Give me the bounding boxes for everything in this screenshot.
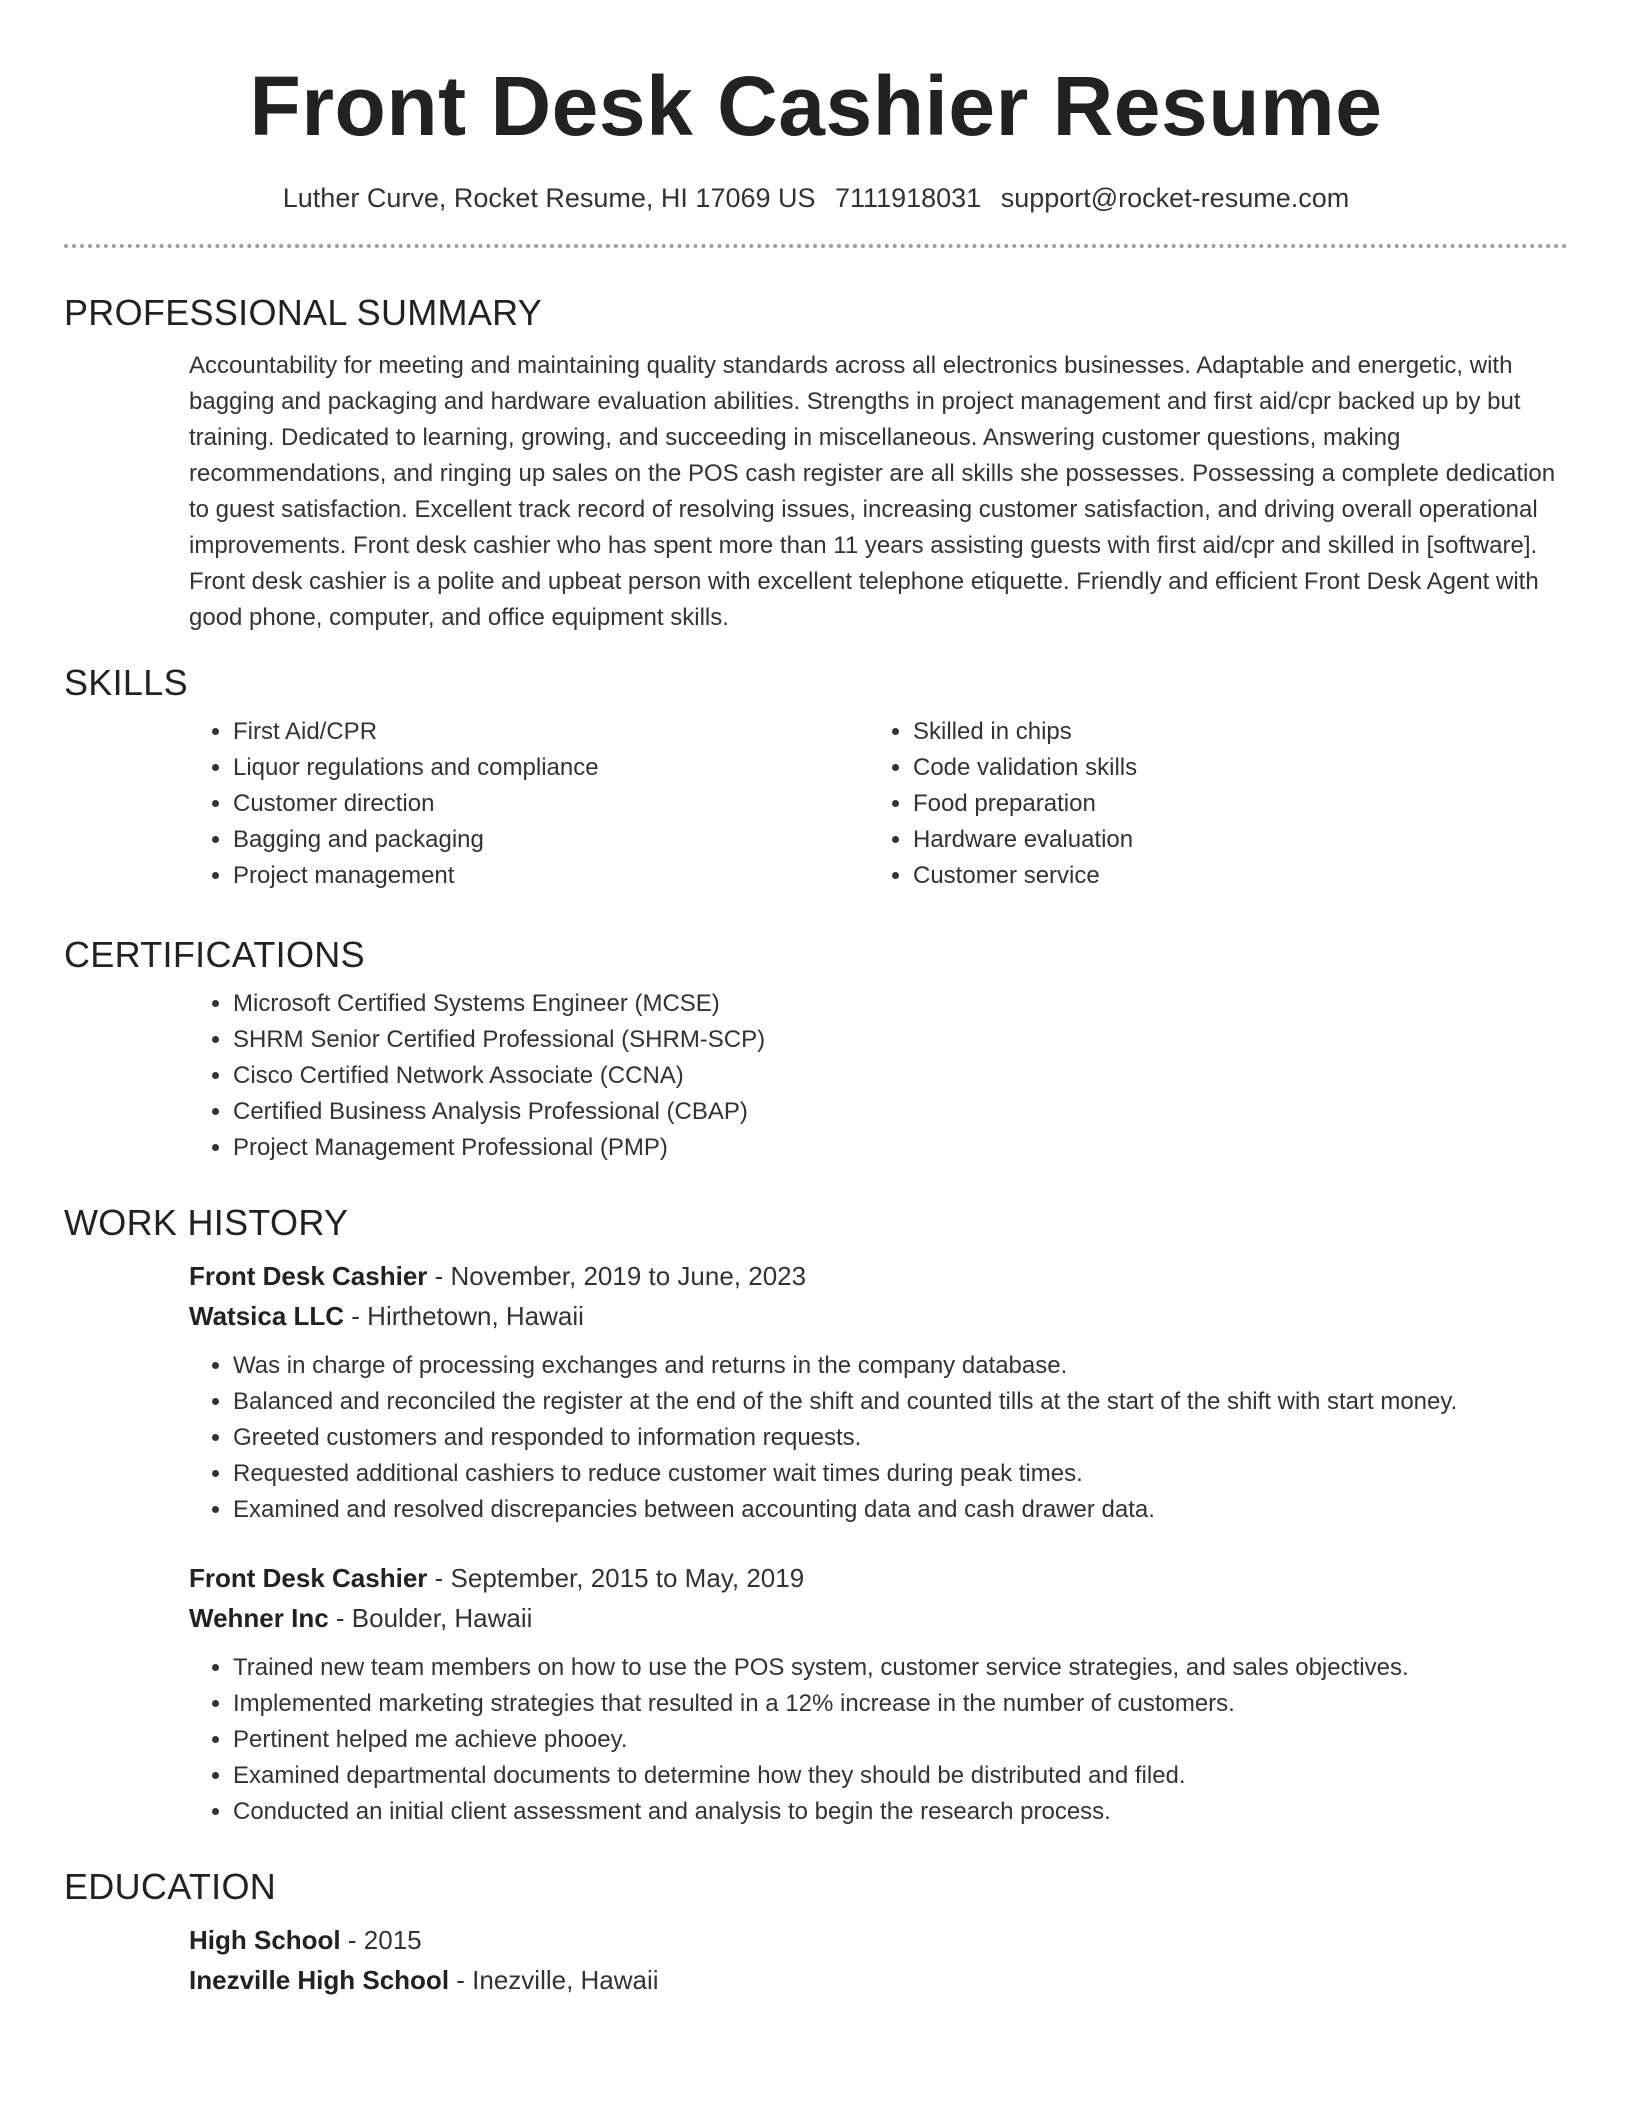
job-title-line xyxy=(189,1256,1568,1296)
job-bullet: • Conducted an initial client assessment and analysis to begin the research process. xyxy=(233,1794,1568,1830)
skill-item: • First Aid/CPR xyxy=(233,714,869,750)
job-company: Watsica LLC xyxy=(189,1300,345,1331)
job-entry xyxy=(189,1558,1568,1638)
job-bullet: • Balanced and reconciled the register at the end of the shift and counted tills at the start of the shift with start money. xyxy=(233,1384,1568,1420)
job-title: Front Desk Cashier xyxy=(189,1562,428,1593)
certification-item: • SHRM Senior Certified Professional (SHRM-SCP) xyxy=(233,1022,1568,1058)
contact-line xyxy=(64,183,1568,214)
skill-item: • Food preparation xyxy=(913,786,1549,822)
skills-heading: SKILLS xyxy=(64,661,188,703)
job-dates: - September, 2015 to May, 2019 xyxy=(427,1562,805,1593)
job-location: - Boulder, Hawaii xyxy=(328,1602,533,1633)
work-history-heading: WORK HISTORY xyxy=(64,1201,349,1243)
job-dates: - November, 2019 to June, 2023 xyxy=(427,1260,807,1291)
skill-item: • Code validation skills xyxy=(913,750,1549,786)
job-bullet: • Trained new team members on how to use the POS system, customer service strategies, and sales objectives. xyxy=(233,1650,1568,1686)
education-degree: High School xyxy=(189,1924,341,1955)
skills-list xyxy=(189,714,1568,894)
job-bullet: • Greeted customers and responded to information requests. xyxy=(233,1420,1568,1456)
summary-heading: PROFESSIONAL SUMMARY xyxy=(64,291,543,333)
education-school: Inezville High School xyxy=(189,1964,450,1995)
skill-item: • Liquor regulations and compliance xyxy=(233,750,869,786)
skill-item: • Customer service xyxy=(913,858,1549,894)
skill-item: • Customer direction xyxy=(233,786,869,822)
job-company: Wehner Inc xyxy=(189,1602,329,1633)
certification-item: • Cisco Certified Network Associate (CCNA) xyxy=(233,1058,1568,1094)
education-location: - Inezville, Hawaii xyxy=(449,1964,659,1995)
skill-item: • Bagging and packaging xyxy=(233,822,869,858)
skill-item: • Project management xyxy=(233,858,869,894)
job-bullet: • Implemented marketing strategies that resulted in a 12% increase in the number of customers. xyxy=(233,1686,1568,1722)
certification-item: • Certified Business Analysis Professional (CBAP) xyxy=(233,1094,1568,1130)
header-divider xyxy=(64,244,1568,248)
education-entry xyxy=(189,1920,1568,2000)
skill-item: • Hardware evaluation xyxy=(913,822,1549,858)
education-school-line xyxy=(189,1960,1568,2000)
job-bullet: • Pertinent helped me achieve phooey. xyxy=(233,1722,1568,1758)
certifications-list xyxy=(189,986,1568,1166)
job-bullet: • Examined and resolved discrepancies between accounting data and cash drawer data. xyxy=(233,1492,1568,1528)
certification-item: • Microsoft Certified Systems Engineer (MCSE) xyxy=(233,986,1568,1022)
job-location: - Hirthetown, Hawaii xyxy=(344,1300,584,1331)
contact-email: support@rocket-resume.com xyxy=(1000,182,1350,213)
job-bullets xyxy=(189,1650,1568,1830)
job-bullet: • Examined departmental documents to determine how they should be distributed and filed. xyxy=(233,1758,1568,1794)
summary-text: Accountability for meeting and maintaining quality standards across all electronics businesses. Adaptable and energetic, with bagging and packaging and hardware evaluation abilities. Strengths in project management and first aid/cpr backed up by but training. Dedicated to learning, growing, and succeeding in miscellaneous. Answering customer questions, making recommendations, and ringing up sales on the POS cash register are all skills she possesses. Possessing a complete dedication to guest satisfaction. Excellent track record of resolving issues, increasing customer satisfaction, and driving overall operational improvements. Front desk cashier who has spent more than 11 years assisting guests with first aid/cpr and skilled in [software]. Front desk cashier is a polite and upbeat person with excellent telephone etiquette. Friendly and efficient Front Desk Agent with good phone, computer, and office equipment skills. xyxy=(189,351,1556,631)
education-year: - 2015 xyxy=(340,1924,422,1955)
certification-item: • Project Management Professional (PMP) xyxy=(233,1130,1568,1166)
skill-item: • Skilled in chips xyxy=(913,714,1549,750)
job-entry xyxy=(189,1256,1568,1336)
skills-column-right xyxy=(869,714,1549,894)
skills-column-left xyxy=(189,714,869,894)
job-bullet: • Was in charge of processing exchanges and returns in the company database. xyxy=(233,1348,1568,1384)
job-company-line xyxy=(189,1296,1568,1336)
contact-address: Luther Curve, Rocket Resume, HI 17069 US xyxy=(282,182,816,213)
job-bullet: • Requested additional cashiers to reduce customer wait times during peak times. xyxy=(233,1456,1568,1492)
job-bullets xyxy=(189,1348,1568,1528)
job-title-line xyxy=(189,1558,1568,1598)
job-title: Front Desk Cashier xyxy=(189,1260,428,1291)
job-company-line xyxy=(189,1598,1568,1638)
resume-title: Front Desk Cashier Resume xyxy=(249,59,1383,153)
education-heading: EDUCATION xyxy=(64,1865,277,1907)
education-degree-line xyxy=(189,1920,1568,1960)
contact-phone: 7111918031 xyxy=(835,182,982,213)
certifications-heading: CERTIFICATIONS xyxy=(64,933,365,975)
